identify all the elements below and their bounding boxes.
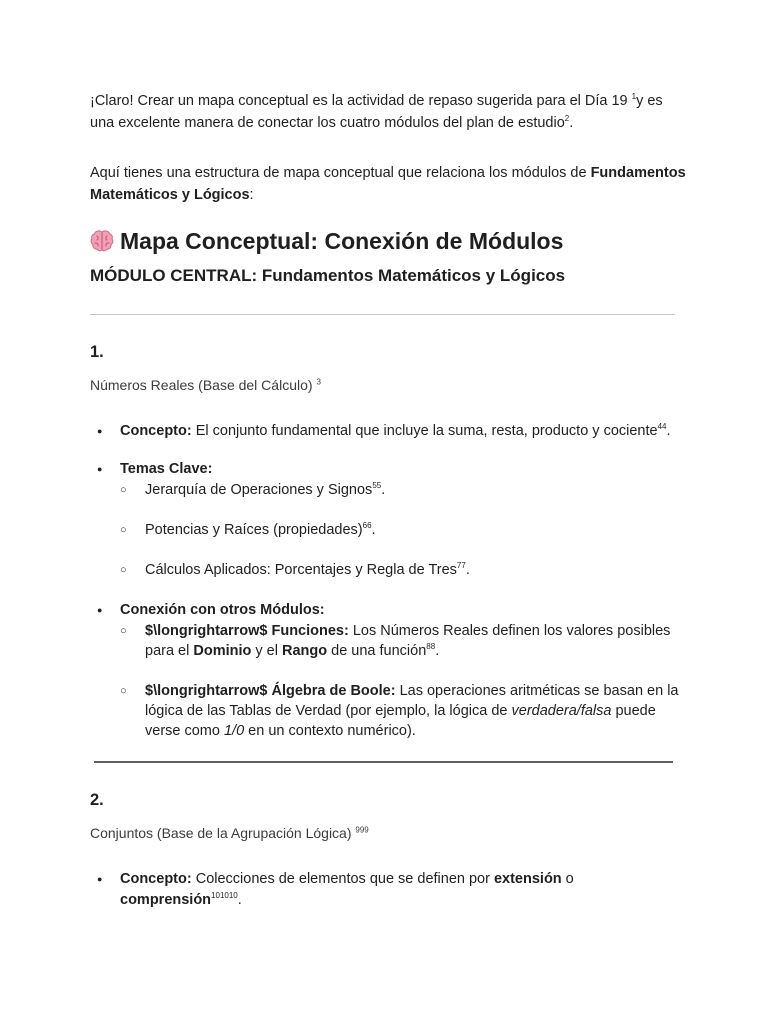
sub-item: ○ $\longrightarrow$ Álgebra de Boole: Las operaciones aritméticas se basan en la lógica de las Tablas de Verdad (por ejemplo, la lógica de verdadera/falsa puede verse como 1/0 en un contexto numérico). [120, 681, 690, 741]
conexion-sublist [120, 621, 690, 741]
document-content [90, 90, 690, 911]
sub-item: ○ $\longrightarrow$ Funciones: Los Números Reales definen los valores posibles para el Dominio y el Rango de una función$^{88}$. [120, 621, 690, 661]
footnote-ref[interactable]: 999 [355, 825, 369, 835]
page-title: Mapa Conceptual: Conexión de Módulos [90, 226, 690, 256]
section-number: 2. [90, 791, 104, 809]
section-number: 1. [90, 343, 104, 361]
sub-item: ○ Potencias y Raíces (propiedades)$^{66}$. [120, 520, 690, 540]
list-item-conexion: ● Conexión con otros Módulos: ○ $\longrightarrow$ Funciones: Los Números Reales definen los valores posibles para el Dominio y el Rango de una función$^{88}$. ○ $\longrightarrow$ Álgebra de Boole: Las operaciones aritméticas se basan en la lógica de las Tablas de Verdad (por ejemplo, la lógica de verdadera/falsa puede verse como 1/0 en un contexto numérico). [90, 600, 690, 741]
divider [90, 314, 675, 315]
section-heading: Números Reales (Base del Cálculo) $^3$ [90, 377, 321, 393]
temas-sublist [120, 480, 690, 580]
section-1-list [90, 421, 690, 741]
footnote-ref[interactable]: 1 [631, 92, 637, 102]
footnote-ref[interactable]: 2 [564, 114, 570, 124]
module-subtitle: MÓDULO CENTRAL: Fundamentos Matemáticos y Lógicos [90, 266, 566, 285]
footnote-ref[interactable]: 55 [372, 481, 382, 491]
footnote-ref[interactable]: 66 [362, 521, 372, 531]
intro-paragraph-1: ¡Claro! Crear un mapa conceptual es la actividad de repaso sugerida para el Día 19 $^1$y es una excelente manera de conectar los cuatro módulos del plan de estudio$^2$. [90, 92, 663, 131]
section-heading: Conjuntos (Base de la Agrupación Lógica) $^{999}$ [90, 825, 369, 841]
list-item-concepto: ● Concepto: El conjunto fundamental que incluye la suma, resta, producto y cociente$^{44}$. [90, 421, 690, 442]
footnote-ref[interactable]: 3 [316, 377, 321, 387]
divider [94, 761, 673, 763]
section-2-list [90, 869, 690, 911]
brain-icon [90, 230, 114, 252]
footnote-ref[interactable]: 44 [657, 422, 667, 432]
sub-item: ○ Cálculos Aplicados: Porcentajes y Regla de Tres$^{77}$. [120, 560, 690, 580]
list-item-temas: ● Temas Clave: ○ Jerarquía de Operaciones y Signos$^{55}$. ○ Potencias y Raíces (propiedades)$^{66}$. ○ Cálculos Aplicados: Porcentajes y Regla de Tres$^{77}$. [90, 459, 690, 580]
intro-paragraph-2: Aquí tienes una estructura de mapa conceptual que relaciona los módulos de Fundamentos Matemáticos y Lógicos: [90, 165, 686, 203]
footnote-ref[interactable]: 101010 [211, 891, 238, 901]
footnote-ref[interactable]: 77 [456, 561, 466, 571]
footnote-ref[interactable]: 88 [426, 642, 436, 652]
list-item-concepto: ● Concepto: Colecciones de elementos que se definen por extensión o comprensión$^{101010}$. [90, 869, 690, 911]
sub-item: ○ Jerarquía de Operaciones y Signos$^{55}$. [120, 480, 690, 500]
